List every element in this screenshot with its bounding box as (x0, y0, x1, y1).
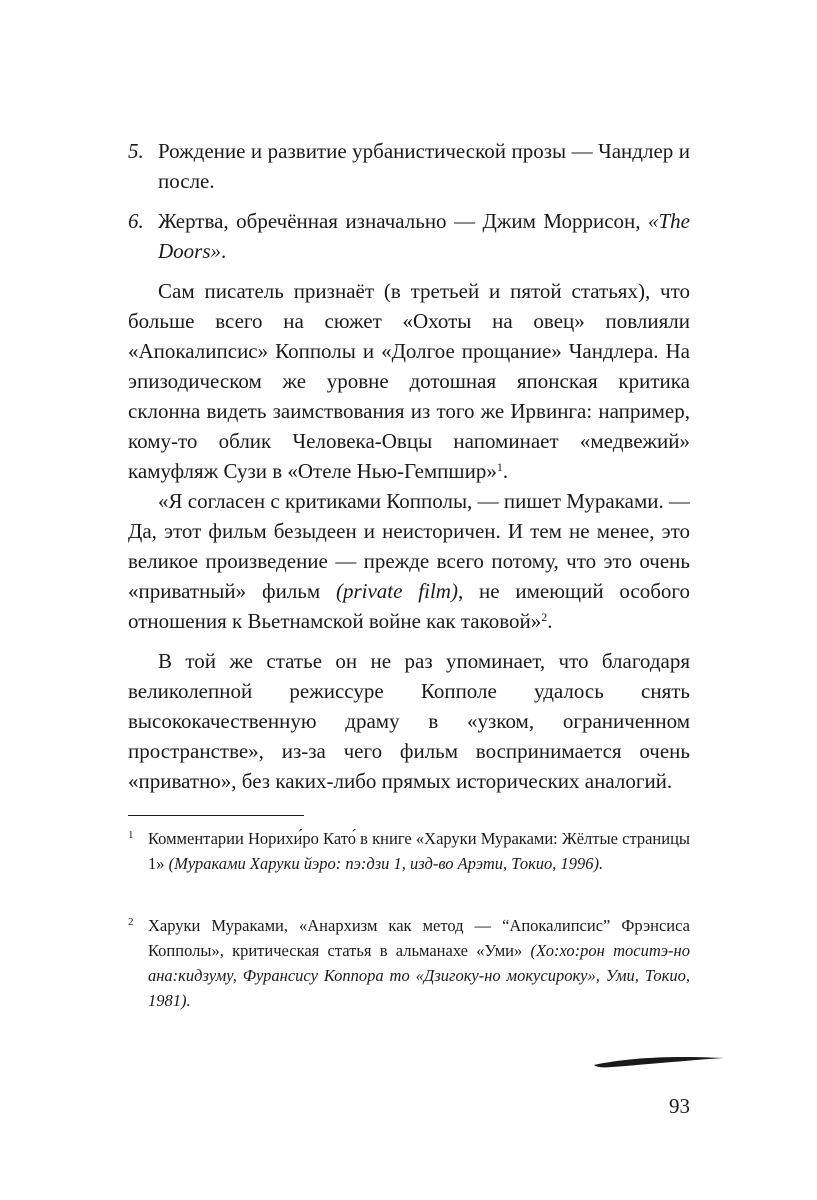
list-number: 6. (128, 209, 144, 233)
footnote-ref-1: 1 (496, 460, 503, 474)
paragraph-2: «Я согласен с критиками Копполы, — пишет Мураками. — Да, этот фильм безыдеен и неисторичен. И тем не менее, это великое произведение — прежде всего потому, что это очень «приватный» фильм (private film), не имеющий особого отношения к Вьетнамской войне как таковой»$^2$. (128, 489, 690, 633)
band-name: «The Doors» (158, 209, 690, 263)
list-number: 5. (128, 139, 144, 163)
footnote-ref-2: 2 (541, 610, 548, 624)
page-number: 93 (669, 1094, 690, 1118)
list-text: Рождение и развитие урбанистической прозы — Чандлер и после. (158, 139, 690, 193)
brush-stroke-ornament (592, 1052, 726, 1072)
paragraph-3: В той же статье он не раз упоминает, что благодаря великолепной режиссуре Копполе удалось снять высококачественную драму в «узком, ограниченном пространстве», из-за чего фильм воспринимается очень «приватно», без каких-либо прямых исторических аналогий. (128, 649, 690, 793)
footnote-text: Харуки Мураками, «Анархизм как метод — “Апокалипсис” Фрэнсиса Копполы», критическая статья в альманахе «Уми» (Хо:хо:рон тоситэ-но ана:кидзуму, Фурансису Коппора то «Дзигоку-но мокусироку», Уми, Токио, 1981). (148, 916, 690, 1010)
footnote-text: Комментарии Норихи́ро Като́ в книге «Харуки Мураками: Жёлтые страницы 1» (Мураками Харуки йэро: пэ:дзи 1, изд-во Арэти, Токио, 1996). (148, 829, 690, 873)
footnote-separator (128, 815, 304, 816)
footnote-number: 1 (128, 829, 134, 841)
list-item-6 (128, 206, 690, 266)
list-text: Жертва, обречённая изначально — Джим Моррисон, «The Doors». (158, 209, 690, 263)
footnote-2 (128, 913, 690, 1013)
footnote-1 (128, 826, 690, 876)
paragraph-1: Сам писатель признаёт (в третьей и пятой статьях), что больше всего на сюжет «Охоты на овец» повлияли «Апокалипсис» Копполы и «Долгое прощание» Чандлера. На эпизодическом же уровне дотошная японская критика склонна видеть заимствования из того же Ирвинга: например, кому-то облик Человека-Овцы напоминает «медвежий» камуфляж Сузи в «Отеле Нью-Гемпшир»$^1$. (128, 279, 690, 483)
italic-term: (private film) (335, 579, 458, 603)
footnote-number: 2 (128, 916, 134, 928)
list-item-5 (128, 136, 690, 196)
